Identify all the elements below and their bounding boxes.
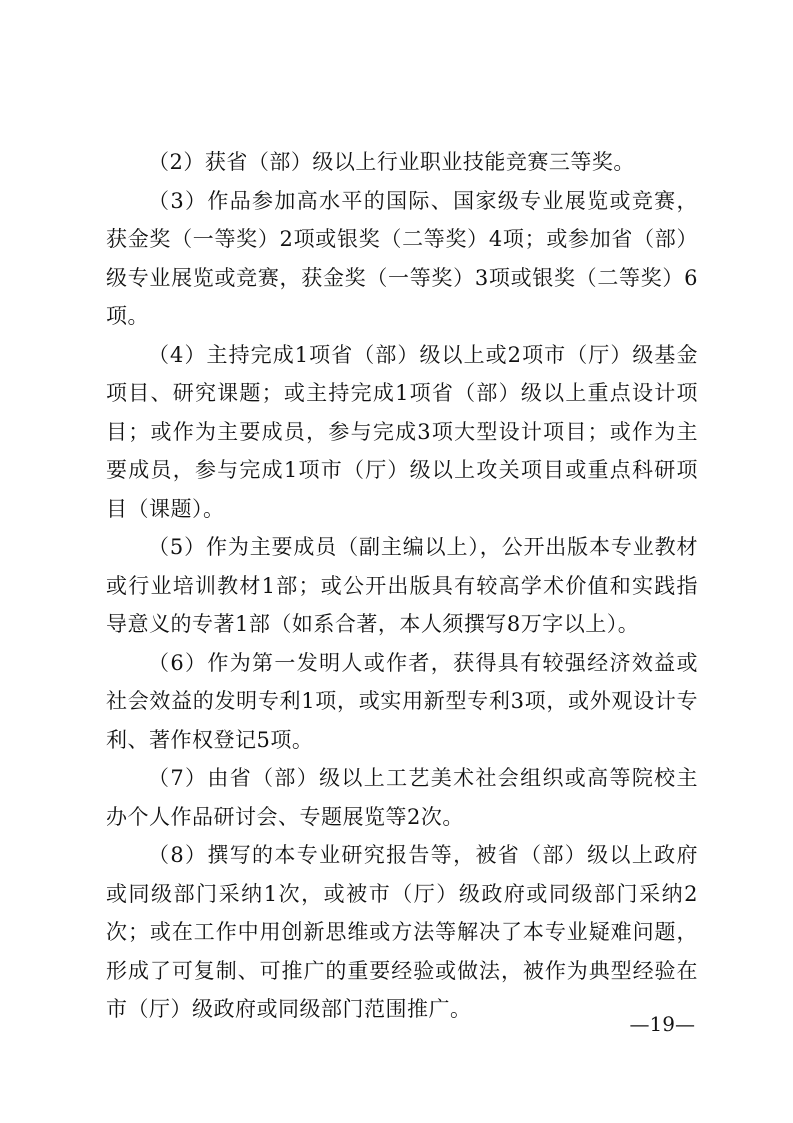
paragraph-item-4: （4）主持完成1项省（部）级以上或2项市（厅）级基金项目、研究课题；或主持完成1项省（部）级以上重点设计项目；或作为主要成员，参与完成3项大型设计项目；或作为主要成员，参与完成1项市（厅）级以上攻关项目或重点科研项目（课题）。 [106,342,698,521]
paragraph-item-7: （7）由省（部）级以上工艺美术社会组织或高等院校主办个人作品研讨会、专题展览等2次。 [106,766,698,829]
paragraph-item-8: （8）撰写的本专业研究报告等，被省（部）级以上政府或同级部门采纳1次，或被市（厅）级政府或同级部门采纳2次；或在工作中用创新思维或方法等解决了本专业疑难问题，形成了可复制、可推广的重要经验或做法，被作为典型经验在市（厅）级政府或同级部门范围推广。 [106,843,698,1021]
paragraph-item-2: （2）获省（部）级以上行业职业技能竞赛三等奖。 [148,150,635,174]
page-number: —19— [629,1012,695,1036]
document-body [106,143,698,1029]
paragraph-item-5: （5）作为主要成员（副主编以上），公开出版本专业教材或行业培训教材1部；或公开出版具有较高学术价值和实践指导意义的专著1部（如系合著，本人须撰写8万字以上）。 [106,535,698,636]
paragraph-item-6: （6）作为第一发明人或作者，获得具有较强经济效益或社会效益的发明专利1项，或实用新型专利3项，或外观设计专利、著作权登记5项。 [106,650,698,752]
paragraph-item-3: （3）作品参加高水平的国际、国家级专业展览或竞赛，获金奖（一等奖）2项或银奖（二等奖）4项；或参加省（部）级专业展览或竞赛，获金奖（一等奖）3项或银奖（二等奖）6项。 [106,188,698,328]
